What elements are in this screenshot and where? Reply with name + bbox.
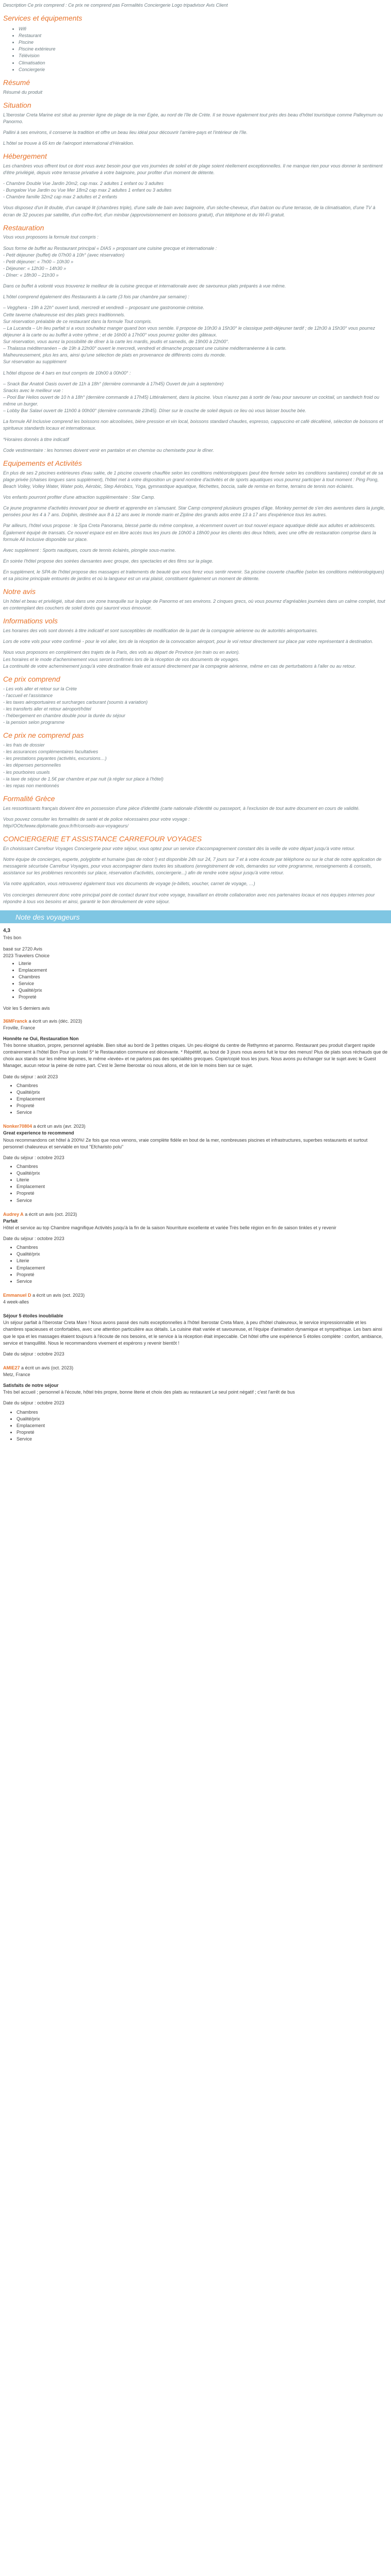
services-list	[19, 26, 388, 73]
review-category: • Qualité/prix	[17, 1416, 388, 1422]
situation-p3: L'hôtel se trouve à 65 km de l'aéroport international d'Héraklion.	[3, 140, 134, 146]
equipements-p7: En supplément, le SPA de l'hôtel propose des massages et traitements de beauté que vous ferez vous sentir revenir. Sa piscine couverte chauffée (selon les conditions météorologiques) et sa piscine principale entourés de jardins et où la langueur est un vrai plaisir, constituent également un moment de détente.	[3, 569, 384, 582]
review-card	[3, 1123, 388, 1204]
hebergement-p2: Vous disposez d'un lit double, d'un canapé lit (chambres triple), d'une salle de bain avec baignoire, d'un sèche-cheveux, d'un balcon ou d'une terrasse, de la climatisation, d'une TV à écran de 32 pouces par satellite, d'un coffre-fort, d'un minibar (approvisionnement en boissons gratuit), d'un téléphone et du Wi-Fi gratuit.	[3, 205, 376, 217]
review-written: a écrit un avis (déc. 2023)	[27, 1018, 83, 1024]
prix-ne-comprend-list	[3, 742, 388, 789]
review-category: • Literie	[17, 1258, 388, 1264]
resume-title: Résumé	[3, 78, 30, 87]
formalites-title: Formalité Grèce	[3, 794, 55, 803]
review-category: • Emplacement	[17, 1183, 388, 1190]
review-header	[3, 1018, 388, 1025]
review-header	[3, 1292, 388, 1299]
excluded-item: - les prestations payantes (activités, excursions…)	[3, 756, 107, 761]
restauration-p13: L'hôtel dispose de 4 bars en tout compris de 10h00 à 00h00° :	[3, 370, 131, 376]
review-category: • Service	[17, 1436, 388, 1443]
meal-item: - Déjeuner: « 12h30 – 14h30 »	[3, 265, 67, 271]
prix-comprend-title: Ce prix comprend	[3, 674, 60, 683]
review-text: Très bel accueil ; personnel à l'écoute, hôtel très propre, bonne literie et choix des plats au restaurant Le seul point négatif ; c'est l'arrêt de bus	[3, 1389, 295, 1395]
conciergerie-p2: Notre équipe de concierges, experte, polyglotte et humaine (pas de robot !) est disponible 24h sur 24, 7 jours sur 7 et à votre écoute par téléphone ou sur le chat de notre application de messagerie sécurisée Carrefour Voyages, pour vous accompagner dans toutes les situations (enregistrement de vols, demandes sur votre programme, renseignements & conseils, assistance sur les problèmes rencontrés sur place, réservation d'activités, conciergerie...) afin de rendre votre séjour jusqu'à votre retour.	[3, 857, 382, 876]
room-item: - Bungalow Vue Jardin ou Vue Mer 18m2 cap max 2 adultes 1 enfant ou 3 adultes	[3, 188, 172, 193]
restauration-p4: L'hôtel comprend également des Restaurants à la carte (3 fois par chambre par semaine) :	[3, 294, 189, 300]
restauration-p17: – Lobby Bar Salavi ouvert de 11h00 à 00h00° (dernière commande 23h45). Dîner sur le couche de soleil depuis ce lieu où vous laisser bouche bée.	[3, 408, 306, 414]
service-item: • Télévision	[19, 53, 388, 59]
review-category: • Propreté	[17, 1190, 388, 1197]
review-author[interactable]: 36MFranck	[3, 1018, 28, 1024]
notre-avis-p1: Un hôtel et beau et privilégié, situé dans une zone tranquille sur la plage de Panormo et ses environs. 2 cinques grecs, où vous pourrez d'agréables journées dans un calme complet, tout en contemplant des couchers de soleil dorés qui sauront vous émouvoir.	[3, 599, 385, 611]
review-header	[3, 1123, 388, 1130]
review-text: 4 week-alles	[3, 1299, 29, 1305]
excluded-item: - les frais de dossier	[3, 742, 45, 748]
review-category: • Chambres	[17, 1244, 388, 1251]
rating-category: • Qualité/prix	[19, 987, 388, 994]
equipements-p3: Ce jeune programme d'activités innovant pour se divertir et apprendre en s'amusant. Star Camp comprend plusieurs groupes d'âge. Monkey permet de s'en des aventures dans la jungle, pensées pour les 4 à 7 ans. Dolphin, destinée aux 8 à 12 ans avec le monde marin et Zipline des grands ados entre 13 à 17 ans d'expérience tous les autres.	[3, 505, 385, 518]
review-text: Hôtel et service au top Chambre magnifique Activités jusqu'à la fin de la saison Nourriture excellente et variée Très belle région en fin de saison tinkles et y revenir	[3, 1225, 337, 1230]
review-categories	[17, 1409, 388, 1443]
recent-reviews-link[interactable]: Voir les 5 derniers avis	[3, 1005, 50, 1011]
review-category: • Emplacement	[17, 1422, 388, 1429]
review-card	[3, 1313, 388, 1358]
restauration-p8: – La Lucanda – Un lieu parfait si a vous souhaitez manger quand bon vous semble. Il propose de 10h30 à 15h30° le classique petit-déjeuner tardif ; de 12h30 à 15h30° vous pourrez déjeuner à la carte ou au buffet à votre rythme ; et de 16h00 à 17h00° vous pourrez goûter des gâteaux.	[3, 325, 376, 337]
restauration-p16: – Pool Bar Helios ouvert de 10 h à 18h° (dernière commande à 17h45) Littéralement, dans la piscine. Vous n'aurez pas à sortir de l'eau pour savourer un cocktail, un sandwich froid ou même un burger.	[3, 394, 380, 407]
review-category: • Emplacement	[17, 1265, 388, 1272]
included-item: - l'hébergement en chambre double pour la durée du séjour	[3, 713, 125, 719]
reviews-section	[0, 923, 391, 1443]
review-category: • Propreté	[17, 1272, 388, 1278]
review-list	[3, 1018, 388, 1443]
equipements-title: Equipements et Activités	[3, 459, 82, 467]
formalites-link[interactable]: http//OOtcfwww.diplomatie.gouv.fr/fr/conseils-aux-voyageurs/	[3, 823, 128, 829]
rating-category: • Service	[19, 980, 388, 987]
included-item: - l'accueil et l'assistance	[3, 692, 53, 698]
restauration-p18: La formule All Inclusive comprend les boissons non alcoolisées, bière pression et vin local, boissons standard chaudes, espresso, cappuccino et café décaféiné, sélection de boissons et spiritueux standards locaux et internationaux.	[3, 419, 383, 431]
included-item: - les taxes aéroportuaires et surcharges carburant (soumis à variation)	[3, 699, 148, 705]
review-category: • Service	[17, 1197, 388, 1204]
equipements-p2: Vos enfants pourront profiter d'une attraction supplémentaire : Star Camp.	[3, 495, 155, 500]
situation-p1: L'Iberostar Creta Marine est situé au premier ligne de plage de la mer Egée, au nord de l'île de Crète. Il se trouve également tout près des beau d'hôtel touristique comme Palleymum ou Panormo.	[3, 112, 383, 124]
review-author[interactable]: Emmanuel D	[3, 1292, 31, 1298]
review-location: Froville, France	[3, 1025, 36, 1030]
review-category: • Chambres	[17, 1163, 388, 1170]
description-section	[0, 0, 391, 905]
prix-comprend-list	[3, 686, 388, 726]
equipements-p5: Avec supplément : Sports nautiques, cours de tennis éclairés, plongée sous-marine.	[3, 547, 176, 553]
equipements-p1: En plus de ses 2 piscines extérieures d'eau salée, de 1 piscine couverte chauffée selon les conditions météorologiques (peut être fermée selon les conditions sanitaires) conduit et de sa plage privée (chaises longues sans supplément), l'hôtel met à votre disposition un grand nombre d'activités et de sports aquatiques vous pourrez participer à tout moment : Ping Pong, Beach Volley, Volley Water, Water polo, Aérobic, Step Aérobics, Yoga, gymnastique aquatique, fléchettes, boccia, salle de remise en forme, terrains de tennis non éclairés.	[3, 470, 383, 489]
infos-p1: Les horaires des vols sont donnés à titre indicatif et sont susceptibles de modification de la part de la compagnie aérienne ou de autorités aéroportuaires.	[3, 628, 318, 634]
score: 4,3	[3, 927, 10, 934]
services-title: Services et équipements	[3, 14, 83, 23]
review-written: a écrit un avis (oct. 2023)	[20, 1365, 74, 1370]
review-written: a écrit un avis (oct. 2023)	[31, 1292, 85, 1298]
included-item: - la pension selon programme	[3, 720, 65, 725]
review-author[interactable]: Audrey A	[3, 1211, 24, 1217]
notes-header-bar	[0, 910, 391, 923]
meal-item: - Dîner: « 18h30 – 21h30 »	[3, 273, 59, 278]
review-card	[3, 1365, 388, 1443]
prix-ne-comprend-title: Ce prix ne comprend pas	[3, 731, 84, 740]
restauration-p11: Malheureusement, plus les ans, ainsi qu'une sélection de plats en provenance de différents coins du monde.	[3, 352, 226, 358]
review-header	[3, 1365, 388, 1371]
review-title: Parfait	[3, 1218, 18, 1224]
restauration-p5: – Vegghera - 19h à 22h° ouvert lundi, mercredi et vendredi – proposant une gastronomie crétoise.	[3, 305, 205, 311]
review-category: • Propreté	[17, 1103, 388, 1109]
included-item: - les transferts aller et retour aéroport/hôtel	[3, 706, 91, 711]
excluded-item: - les pourboires usuels	[3, 769, 50, 775]
review-text: Nous recommandons cet hôtel à 200%! Ze fois que nous venons, vraie complète fidèle en bout de la mer, nombreuses piscines et infrastructures, superbes restaurants et surtout personnel chaleureux et serviable en tout "Efcharisto polu"	[3, 1137, 368, 1149]
review-written: a écrit un avis (oct. 2023)	[23, 1211, 77, 1217]
equipements-p6: En soirée l'hôtel propose des soirées dansantes avec groupe, des spectacles et des films sur la plage.	[3, 558, 214, 564]
meal-item: - Petit déjeuner: « 7h00 – 10h30 »	[3, 259, 74, 264]
formalites-p2: Vous pouvez consulter les formalités de santé et de police nécessaires pour votre voyage :	[3, 816, 190, 822]
infos-p4: Les horaires et le mode d'acheminement vous seront confirmés lors de la réception de vos documents de voyages.	[3, 656, 239, 662]
meal-item: - Petit déjeuner (buffet) de 07h00 à 10h° (avec réservation)	[3, 252, 125, 258]
review-author[interactable]: Nonker70804	[3, 1124, 32, 1129]
notre-avis-title: Notre avis	[3, 587, 36, 596]
review-title: Séjour 5 étoiles inoubliable	[3, 1313, 63, 1319]
review-title: Great experience to recommend	[3, 1130, 74, 1136]
travelers-choice: 2023 Travelers Choice	[3, 953, 50, 958]
restauration-p1: Vous vous proposons la formule tout compris :	[3, 234, 99, 240]
formalites-p1: Les ressortissants français doivent être en possession d'une pièce d'identité (carte nationale d'identité ou passeport, à l'exclusion de tout autre document en cours de validité.	[3, 805, 360, 811]
review-card	[3, 1018, 388, 1116]
review-category: • Emplacement	[17, 1096, 388, 1103]
service-item: • Piscine	[19, 39, 388, 46]
service-item: • Piscine extérieure	[19, 46, 388, 53]
review-category: • Qualité/prix	[17, 1089, 388, 1096]
service-item: • Climatisation	[19, 60, 388, 66]
infos-p3: Nous vous proposons en complément des trajets de la Paris, des vols au départ de Province (en train ou en avion).	[3, 650, 240, 655]
review-date: Date du séjour : octobre 2023	[3, 1155, 64, 1160]
review-header	[3, 1211, 388, 1218]
infos-vols-title: Informations vols	[3, 617, 58, 625]
service-item: • Wifi	[19, 26, 388, 32]
review-category: • Qualité/prix	[17, 1170, 388, 1177]
restauration-p12: Sur réservation au supplément	[3, 359, 67, 365]
review-author[interactable]: AMIE27	[3, 1365, 20, 1370]
review-card	[3, 1292, 388, 1306]
review-category: • Propreté	[17, 1429, 388, 1436]
restauration-p19: *Horaires donnés à titre indicatif	[3, 436, 69, 442]
restauration-p10: – Thalassa méditerranéen – de 19h à 22h00° ouvert le mercredi, vendredi et dimanche proposant une cuisine méditerranéenne à la carte.	[3, 346, 287, 351]
situation-p2: Pallini à ses environs, il conserve la tradition et offre un beau lieu idéal pour découvrir l'arrière-pays et l'intérieur de l'île.	[3, 129, 248, 135]
review-text: Un séjour parfait à l'Iberostar Creta Mare ! Nous avons passé des nuits exceptionnelles à l'hôtel Iberostar Creta Mare, à peu d'hôtel chaleureux, le service impressionnable et les chambres spacieuses et confortables, avec une attention particulière aux détails. La cuisine était variée et savoureuse, et l'équipe d'animation dynamique et sympathique. Les bars ainsi que le spa et les massages étaient toujours à l'écoute de nos besoins, et le service à la réception était impeccable. Cet hôtel offre une expérience 5 étoiles complète : confort, ambiance, service et tranquillité. Nous le recommandons vivement et espérons y revenir bientôt !	[3, 1320, 383, 1346]
review-categories	[17, 1082, 388, 1116]
rating-category: • Propreté	[19, 994, 388, 1001]
restauration-p9: Sur réservation, vous aurez la possibilité de dîner à la carte les mardis, jeudis et samedis, de 19h00 à 22h00°.	[3, 339, 230, 345]
review-date: Date du séjour : octobre 2023	[3, 1351, 64, 1357]
notes-title: Note des voyageurs	[15, 912, 80, 921]
rating-category: • Literie	[19, 960, 388, 967]
review-card	[3, 1211, 388, 1285]
review-category: • Chambres	[17, 1082, 388, 1089]
review-categories	[17, 1163, 388, 1204]
infos-p2: Lors de votre vols pour votre confirmé - pour le vol aller, lors de la réception de la convocation aéroport, pour le vol retour directement sur place par votre représentant à destination.	[3, 639, 373, 645]
review-category: • Service	[17, 1278, 388, 1285]
restauration-p7: Sur réservation préalable de ce restaurant dans la formule Tout compris.	[3, 318, 152, 324]
resume-text: Résumé du produit	[3, 89, 43, 95]
room-list	[3, 180, 388, 200]
based-on: basé sur 2720 Avis	[3, 946, 42, 952]
room-item: - Chambre famille 32m2 cap max 2 adultes et 2 enfants	[3, 194, 118, 200]
service-item: • Conciergerie	[19, 66, 388, 73]
excluded-item: - les repas non mentionnés	[3, 783, 59, 788]
restauration-title: Restauration	[3, 223, 44, 232]
review-title: Honnête ne Oui, Restauration Non	[3, 1036, 79, 1041]
conciergerie-p4: Vos concierges demeurent donc votre principal point de contact durant tout votre voyage, travaillant en étroite collaboration avec nos partenaires locaux et nos équipes internes pour répondre à tous vos besoins et ainsi, garantir le bon déroulement de votre séjour.	[3, 892, 375, 904]
excluded-item: - la taxe de séjour de 1.5€ par chambre et par nuit (à régler sur place à l'hôtel)	[3, 776, 164, 782]
review-date: Date du séjour : août 2023	[3, 1074, 58, 1079]
service-item: • Restaurant	[19, 32, 388, 39]
review-category: • Literie	[17, 1177, 388, 1183]
review-category: • Chambres	[17, 1409, 388, 1416]
hebergement-p1: Les chambres vous offrent tout ce dont vous avez besoin pour que vos journées de soleil et de plage soient réellement exceptionnelles. Il ne manque rien pour vous donner le sentiment d'être privilégié, depuis votre terrasse privative à votre baignoire, pour profiter d'un moment de détente.	[3, 163, 383, 175]
included-item: - Les vols aller et retour sur la Crète	[3, 686, 77, 691]
meal-list	[3, 252, 388, 279]
review-written: a écrit un avis (avr. 2023)	[32, 1124, 86, 1129]
score-label: Très bon	[3, 935, 22, 941]
review-location: Metz, France	[3, 1372, 30, 1378]
excluded-item: - les dépenses personnelles	[3, 762, 61, 768]
rating-category: • Emplacement	[19, 967, 388, 974]
review-category: • Qualité/prix	[17, 1251, 388, 1258]
intro-text: Description Ce prix comprend : Ce prix ne comprend pas Formalités Conciergerie Logo tripadvisor Avis Client	[3, 3, 228, 8]
room-item: - Chambre Double Vue Jardin 20m2, cap max. 2 adultes 1 enfant ou 3 adultes	[3, 181, 164, 187]
excluded-item: - les assurances complémentaires facultatives	[3, 749, 99, 755]
restauration-p6: Cette taverne chaleureuse est des plats grecs traditionnels.	[3, 312, 125, 317]
hebergement-title: Hébergement	[3, 152, 47, 161]
restauration-p20: Code vestimentaire : les hommes doivent venir en pantalon et en chemise ou chemisette pour le dîner.	[3, 447, 214, 453]
rating-categories	[19, 960, 388, 1001]
review-date: Date du séjour : octobre 2023	[3, 1400, 64, 1406]
restauration-p2: Sous forme de buffet au Restaurant principal « DIAS » proposant une cuisine grecque et internationale :	[3, 245, 217, 251]
review-category: • Service	[17, 1109, 388, 1116]
review-date: Date du séjour : octobre 2023	[3, 1236, 64, 1242]
review-title: Satisfaits de notre séjour	[3, 1383, 59, 1388]
situation-title: Situation	[3, 100, 31, 109]
restauration-p15: Snacks avec le meilleur vue :	[3, 387, 63, 393]
review-text: Très bonne situation, propre, personnel agréable. Bien situé au bord de 3 petites criques. Un peu éloigné du centre de Rethymno et panormo. Restaurant peu produit d'argent rapide contrairement à l'hôtel Bon Pour un Iostel 5* le Restauration commune est décevante. * Répétitif, au bout de 3 jours nous avons fuit le tour des menus! Plus de plats sous réchauds que de choix aux stands sur les même légumes, le même «levée» et ne parlons pas des spécialités grecques. Copie/copié tous les jours. Nous avons pu échanger sur le sujet avec le Guest Manager, aucun retour la peine de notre part. C'est le 3eme Iberostar où nous allons, et de loin le moins bien sur ce sujet.	[3, 1043, 388, 1069]
conciergerie-title: CONCIERGERIE ET ASSISTANCE CARREFOUR VOYAGES	[3, 835, 202, 843]
conciergerie-p1: En choisissant Carrefour Voyages Conciergerie pour votre séjour, vous optez pour un service d'accompagnement constant dès la veille de votre départ jusqu'à votre retour.	[3, 845, 355, 851]
review-categories	[17, 1244, 388, 1285]
restauration-p14: – Snack Bar Anatoli Oasis ouvert de 11h à 18h° (dernière commande à 17h45) Ouvert de juin à septembre)	[3, 381, 224, 386]
infos-p5: La continuité de votre acheminement jusqu'à votre destination finale est assuré directement par la compagnie aérienne, même en cas de perturbations à l'aller ou au retour.	[3, 663, 356, 669]
restauration-p3: Dans ce buffet à volonté vous trouverez le meilleur de la cuisine grecque et internationale avec de savoureux plats préparés à vue même.	[3, 283, 286, 289]
equipements-p4: Par ailleurs, l'hôtel vous propose : le Spa Creta Panorama, blessé partie du même complexe, a récemment ouvert un tout nouvel espace aquatique dédié aux adultes et adolescents. Également équipé de transats. Ce nouvel espace est en libre accès tous les jours de 10h00 à 18h00 pour les clients des deux hôtels, avec une offre de restauration comprise dans la formule All Inclusive disponible sur place.	[3, 523, 376, 542]
conciergerie-p3: Via notre application, vous retrouverez également tous vos documents de voyage (e-billets, voucher, carnet de voyage, …)	[3, 881, 255, 887]
rating-category: • Chambres	[19, 974, 388, 980]
